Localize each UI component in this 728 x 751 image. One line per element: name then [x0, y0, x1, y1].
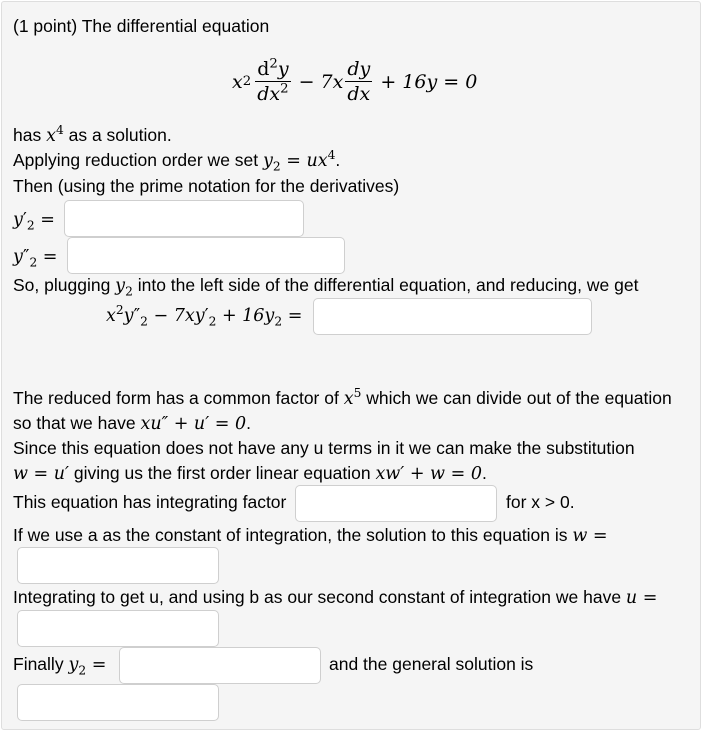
plugging-line: So, plugging $y_2$ into the left side of the differential equation, and reducing, we get — [13, 275, 639, 299]
y2-prime-label: $y'_2$ = — [13, 210, 55, 233]
y2-double-prime-label: $y''_2$ = — [13, 247, 58, 270]
y2-final-input[interactable] — [119, 647, 321, 684]
w-solution-input[interactable] — [17, 547, 219, 584]
lhs-expression: $x^2y''_2 - 7xy'_2 + 16y_2$ = — [106, 303, 303, 329]
fraction-d2y-dx2: $\frac{d^2y}{dx^2}$ — [257, 56, 289, 105]
has-solution-line: has $x^4$ as a solution. — [13, 123, 172, 146]
so-that-line: so that we have xu″ + u′ = 0. — [13, 413, 251, 434]
problem-panel — [1, 1, 701, 730]
u-solution-input[interactable] — [17, 610, 219, 647]
general-solution-input[interactable] — [17, 684, 219, 721]
y2-double-prime-input[interactable] — [67, 237, 345, 274]
reduced-form-line: The reduced form has a common factor of $x^5$ which we can divide out of the equation — [13, 386, 672, 409]
differential-equation: x 2 $\frac{d^2y}{dx^2}$ − 7x $\frac{dy}{dx}$ + 16y = 0 — [232, 56, 478, 105]
integrating-u-line: Integrating to get u, and using b as our second constant of integration we have u = — [13, 587, 658, 608]
prime-intro-line: Then (using the prime notation for the derivatives) — [13, 176, 400, 196]
fraction-dy-dx: $\frac{dy}{dx}$ — [347, 58, 371, 105]
since-line: Since this equation does not have any u terms in it we can make the substitution — [13, 438, 635, 458]
finally-label: Finally $y_2$ = — [13, 654, 107, 678]
integrating-factor-input[interactable] — [295, 485, 497, 522]
for-x-label: for x > 0. — [506, 492, 575, 512]
general-solution-label: and the general solution is — [329, 654, 534, 674]
integrating-factor-label: This equation has integrating factor — [13, 492, 287, 512]
substitution-line: w = u′ giving us the first order linear equation xw′ + w = 0. — [13, 463, 487, 484]
reduction-line: Applying reduction order we set $y_2 = ux^4$. — [13, 148, 341, 174]
lhs-result-input[interactable] — [313, 298, 592, 335]
problem-header: (1 point) The differential equation — [13, 16, 270, 36]
constant-a-line: If we use a as the constant of integration, the solution to this equation is w = — [13, 525, 608, 546]
y2-prime-input[interactable] — [64, 200, 304, 237]
